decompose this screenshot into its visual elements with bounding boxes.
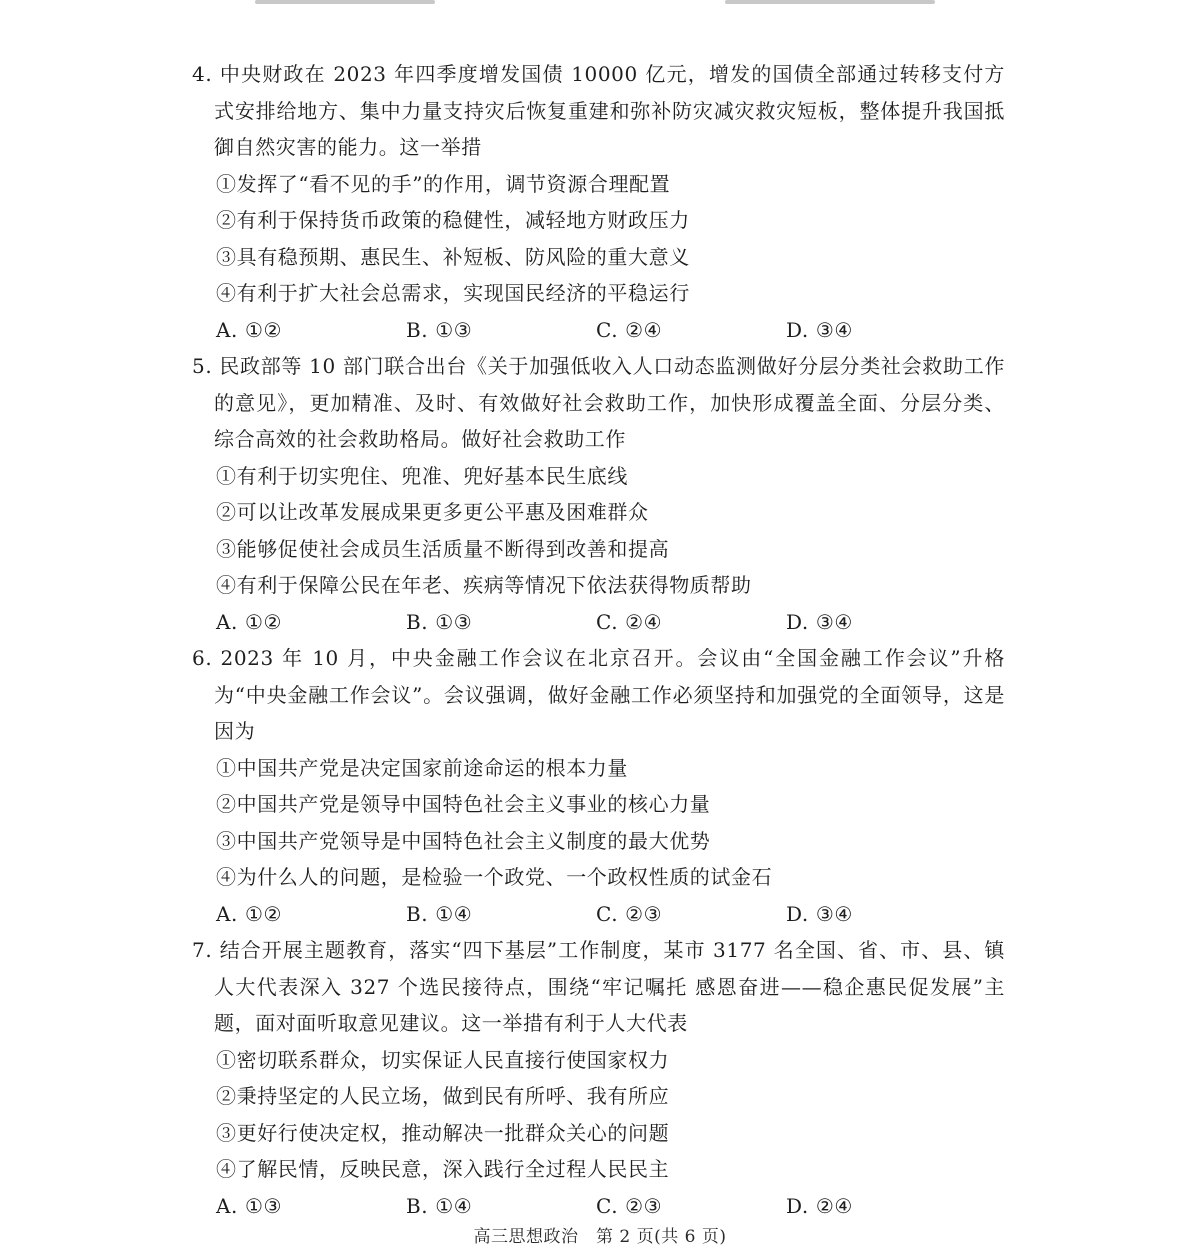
question-stem: 5. 民政部等 10 部门联合出台《关于加强低收入人口动态监测做好分层分类社会救助工作的意见》，更加精准、及时、有效做好社会救助工作，加快形成覆盖全面、分层分类、综合高效的社会救助格局。做好社会救助工作 bbox=[192, 354, 1005, 451]
choice-d: D. ②④ bbox=[786, 1193, 853, 1218]
choice-a: A. ①② bbox=[216, 901, 283, 926]
choice-c: C. ②③ bbox=[596, 1193, 663, 1218]
choice-d: D. ③④ bbox=[786, 901, 853, 926]
statement-2: ②秉持坚定的人民立场，做到民有所呼、我有所应 bbox=[216, 1084, 670, 1108]
statement-2: ②中国共产党是领导中国特色社会主义事业的核心力量 bbox=[216, 792, 711, 816]
answer-choices bbox=[190, 312, 1005, 349]
statement-4: ④有利于保障公民在年老、疾病等情况下依法获得物质帮助 bbox=[216, 573, 752, 597]
scan-edge-left bbox=[255, 0, 435, 4]
statement-3: ③能够促使社会成员生活质量不断得到改善和提高 bbox=[216, 536, 670, 561]
choice-b: B. ①③ bbox=[406, 317, 473, 342]
statement-4: ④为什么人的问题，是检验一个政党、一个政权性质的试金石 bbox=[216, 865, 773, 889]
statement-1: ①发挥了“看不见的手”的作用，调节资源合理配置 bbox=[216, 171, 671, 196]
statement-4: ④有利于扩大社会总需求，实现国民经济的平稳运行 bbox=[216, 281, 690, 305]
exam-page bbox=[190, 56, 1005, 1224]
statement-4: ④了解民情，反映民意，深入践行全过程人民民主 bbox=[216, 1157, 670, 1181]
statement-2: ②可以让改革发展成果更多更公平惠及困难群众 bbox=[216, 500, 649, 524]
scan-edge-right bbox=[725, 0, 935, 4]
statement-2: ②有利于保持货币政策的稳健性，减轻地方财政压力 bbox=[216, 208, 690, 232]
choice-b: B. ①④ bbox=[406, 901, 473, 926]
question-7 bbox=[190, 932, 1005, 1224]
choice-a: A. ①② bbox=[216, 317, 283, 342]
question-4 bbox=[190, 56, 1005, 348]
statement-3: ③更好行使决定权，推动解决一批群众关心的问题 bbox=[216, 1120, 670, 1145]
choice-d: D. ③④ bbox=[786, 609, 853, 634]
choice-b: B. ①③ bbox=[406, 609, 473, 634]
page-footer: 高三思想政治 第 2 页(共 6 页) bbox=[473, 1227, 727, 1247]
question-5 bbox=[190, 348, 1005, 640]
statement-1: ①中国共产党是决定国家前途命运的根本力量 bbox=[216, 755, 628, 780]
choice-a: A. ①③ bbox=[216, 1193, 283, 1218]
choice-c: C. ②④ bbox=[596, 609, 663, 634]
answer-choices bbox=[190, 896, 1005, 933]
statement-1: ①密切联系群众，切实保证人民直接行使国家权力 bbox=[216, 1047, 670, 1072]
choice-c: C. ②④ bbox=[596, 317, 663, 342]
choice-c: C. ②③ bbox=[596, 901, 663, 926]
statement-3: ③中国共产党领导是中国特色社会主义制度的最大优势 bbox=[216, 828, 711, 853]
question-stem: 6. 2023 年 10 月，中央金融工作会议在北京召开。会议由“全国金融工作会议”升格为“中央金融工作会议”。会议强调，做好金融工作必须坚持和加强党的全面领导，这是因为 bbox=[192, 646, 1005, 743]
answer-choices bbox=[190, 1188, 1005, 1225]
statement-3: ③具有稳预期、惠民生、补短板、防风险的重大意义 bbox=[216, 244, 690, 269]
question-stem: 7. 结合开展主题教育，落实“四下基层”工作制度，某市 3177 名全国、省、市、县、镇人大代表深入 327 个选民接待点，围绕“牢记嘱托 感恩奋进——稳企惠民促发展”主题，面对面听取意见建议。这一举措有利于人大代表 bbox=[192, 938, 1005, 1035]
choice-d: D. ③④ bbox=[786, 317, 853, 342]
question-6 bbox=[190, 640, 1005, 932]
answer-choices bbox=[190, 604, 1005, 641]
statement-1: ①有利于切实兜住、兜准、兜好基本民生底线 bbox=[216, 463, 628, 488]
question-stem: 4. 中央财政在 2023 年四季度增发国债 10000 亿元，增发的国债全部通过转移支付方式安排给地方、集中力量支持灾后恢复重建和弥补防灾减灾救灾短板，整体提升我国抵御自然灾害的能力。这一举措 bbox=[192, 62, 1005, 159]
choice-a: A. ①② bbox=[216, 609, 283, 634]
choice-b: B. ①④ bbox=[406, 1193, 473, 1218]
